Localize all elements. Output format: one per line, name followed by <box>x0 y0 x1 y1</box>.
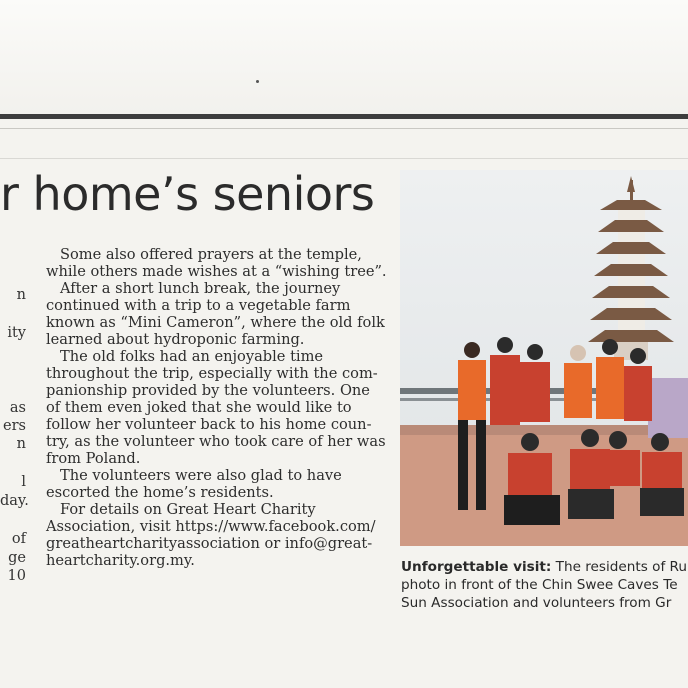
group-photo <box>400 170 688 546</box>
article-line: Association, visit https://www.facebook.com/ <box>46 518 376 535</box>
article-line: panionship provided by the volunteers. One <box>46 382 370 399</box>
article-line: from Poland. <box>46 450 141 467</box>
print-speck <box>256 80 259 83</box>
article-line: heartcharity.org.my. <box>46 552 195 569</box>
headline: r home’s seniors <box>0 167 375 221</box>
article-line: while others made wishes at a “wishing tree”. <box>46 263 387 280</box>
article-line: The old folks had an enjoyable time <box>60 348 324 365</box>
divider-light <box>0 158 688 159</box>
fragment-text: ers <box>3 418 26 434</box>
previous-article-area <box>0 0 688 114</box>
section-rule <box>0 114 688 119</box>
article-line: known as “Mini Cameron”, where the old folk <box>46 314 385 331</box>
article-line: The volunteers were also glad to have <box>60 467 342 484</box>
fragment-text: n <box>16 287 26 303</box>
temple-group-image <box>400 170 688 546</box>
article-line: For details on Great Heart Charity <box>60 501 316 518</box>
article-line: greatheartcharityassociation or info@great- <box>46 535 373 552</box>
article-line: of them even joked that she would like to <box>46 399 352 416</box>
caption-line-1: The residents of Ru <box>551 559 687 575</box>
fragment-text: ge <box>8 550 26 566</box>
article-body <box>46 246 387 569</box>
divider-thin <box>0 128 688 129</box>
fragment-text: day. <box>0 493 29 509</box>
caption-line-2: photo in front of the Chin Swee Caves Te <box>401 577 678 593</box>
article-line: continued with a trip to a vegetable farm <box>46 297 351 314</box>
article-line: follow her volunteer back to his home coun- <box>46 416 372 433</box>
fragment-text: n <box>16 436 26 452</box>
photo-caption <box>401 558 688 612</box>
article-line: After a short lunch break, the journey <box>60 280 341 297</box>
article-line: try, as the volunteer who took care of her was <box>46 433 386 450</box>
fragment-text: ity <box>7 325 26 341</box>
article-line: Some also offered prayers at the temple, <box>60 246 362 263</box>
caption-line-3: Sun Association and volunteers from Gr <box>401 595 672 611</box>
fragment-text: as <box>9 400 26 416</box>
article-line: throughout the trip, especially with the com- <box>46 365 378 382</box>
article-line: escorted the home’s residents. <box>46 484 274 501</box>
fragment-text: of <box>11 531 26 547</box>
fragment-text: 10 <box>7 568 26 584</box>
caption-lead: Unforgettable visit: <box>401 559 552 575</box>
fragment-text: l <box>21 474 26 490</box>
article-line: learned about hydroponic farming. <box>46 331 305 348</box>
